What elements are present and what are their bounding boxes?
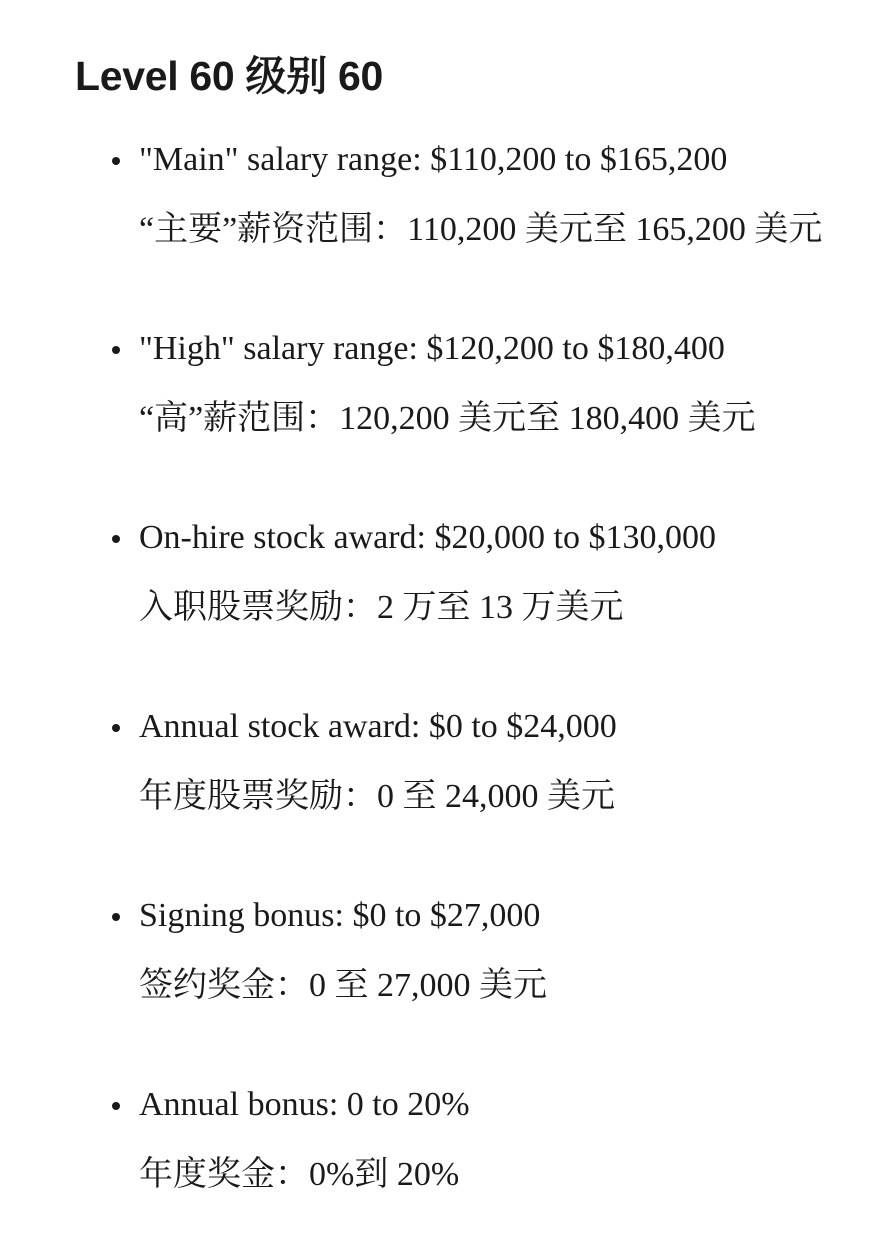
list-item-on-hire-stock	[0, 515, 889, 655]
item-english-text: Annual bonus: 0 to 20%	[139, 1086, 470, 1123]
item-chinese-text: 入职股票奖励：2 万至 13 万美元	[139, 589, 624, 626]
bullet-icon	[112, 157, 120, 165]
item-english-text: On-hire stock award: $20,000 to $130,000	[139, 519, 716, 556]
list-item-annual-bonus	[0, 1082, 889, 1222]
list-item-high-salary	[0, 326, 889, 466]
item-chinese-text: “主要”薪资范围：110,200 美元至 165,200 美元	[139, 211, 823, 248]
item-chinese-text: 年度股票奖励：0 至 24,000 美元	[139, 778, 615, 815]
item-english-text: "High" salary range: $120,200 to $180,400	[139, 330, 725, 367]
item-english-text: Annual stock award: $0 to $24,000	[139, 708, 617, 745]
item-chinese-text: 签约奖金：0 至 27,000 美元	[139, 967, 547, 1004]
list-item-signing-bonus	[0, 893, 889, 1033]
item-english-text: Signing bonus: $0 to $27,000	[139, 897, 541, 934]
page-title: Level 60 级别 60	[75, 53, 384, 99]
bullet-icon	[112, 913, 120, 921]
item-english-text: "Main" salary range: $110,200 to $165,200	[139, 141, 728, 178]
item-chinese-text: 年度奖金：0%到 20%	[139, 1156, 460, 1193]
list-item-main-salary	[0, 137, 889, 277]
bullet-icon	[112, 1102, 120, 1110]
bullet-icon	[112, 724, 120, 732]
bullet-icon	[112, 535, 120, 543]
bullet-icon	[112, 346, 120, 354]
list-item-annual-stock	[0, 704, 889, 844]
item-chinese-text: “高”薪范围：120,200 美元至 180,400 美元	[139, 400, 756, 437]
